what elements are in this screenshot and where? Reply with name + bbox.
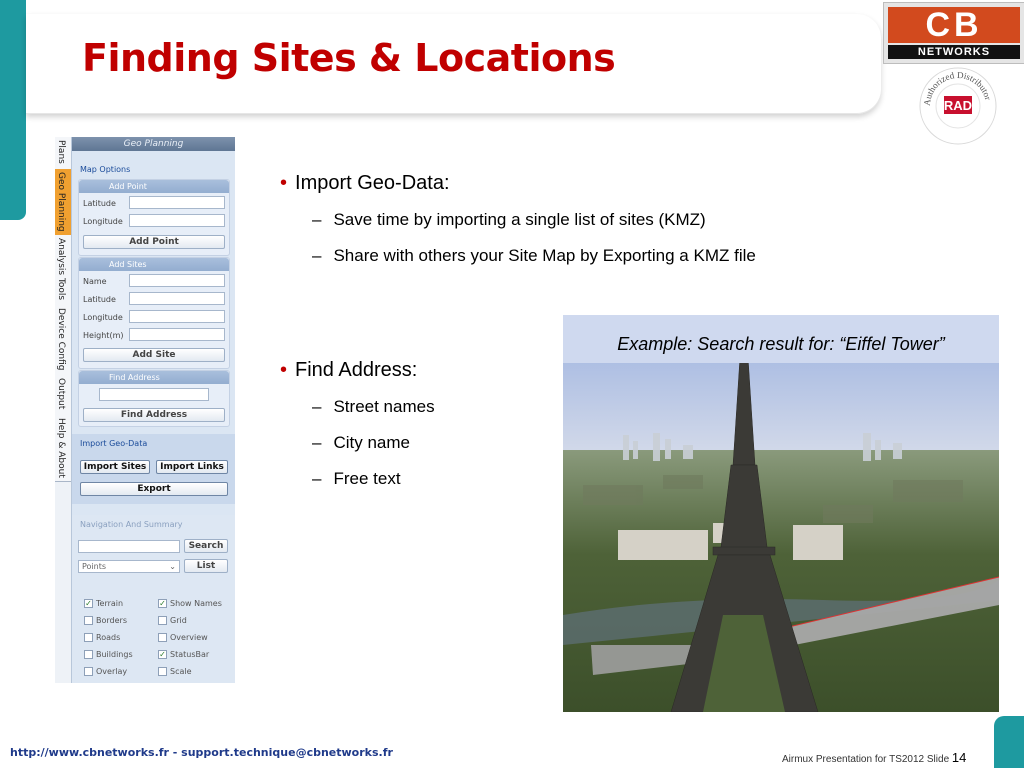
footer-contact[interactable]: http://www.cbnetworks.fr - support.technique@cbnetworks.fr [10, 746, 393, 759]
logo-top-text: CB [888, 7, 1020, 43]
tab-output[interactable]: Output [55, 375, 71, 416]
add-point-header[interactable]: Add Point [109, 182, 147, 191]
points-select[interactable]: Points ⌄ [78, 560, 180, 573]
cb-networks-logo [883, 2, 1024, 64]
checkbox-scale[interactable] [158, 667, 167, 676]
point-latitude-input[interactable] [129, 196, 225, 209]
bullet-text: Import Geo-Data: [295, 172, 450, 194]
export-button[interactable]: Export [80, 482, 228, 496]
sub-bullet: – Share with others your Site Map by Exporting a KMZ file [312, 246, 756, 265]
sub-bullet: – City name [312, 433, 410, 452]
panel-content [72, 137, 235, 683]
checkbox-statusbar[interactable]: ✓ [159, 650, 166, 659]
checkbox-overview[interactable] [158, 633, 167, 642]
find-address-group [78, 370, 230, 427]
tab-geo-planning[interactable]: Geo Planning [55, 169, 71, 236]
nav-search-input[interactable] [78, 540, 180, 553]
sub-bullet: – Street names [312, 397, 435, 416]
geo-planning-panel [55, 137, 235, 683]
seal-center-text: RAD [943, 98, 973, 113]
sub-bullet: – Free text [312, 469, 401, 488]
checkbox-label: StatusBar [170, 650, 210, 659]
bullet-dot: • [280, 359, 288, 381]
vertical-tab-strip [55, 137, 72, 683]
import-sites-button[interactable]: Import Sites [80, 460, 150, 474]
add-sites-header[interactable]: Add Sites [109, 260, 147, 269]
add-point-button[interactable]: Add Point [83, 235, 225, 249]
find-address-button[interactable]: Find Address [83, 408, 225, 422]
corner-accent [994, 716, 1024, 768]
checkbox-buildings[interactable] [84, 650, 93, 659]
site-longitude-input[interactable] [129, 310, 225, 323]
panel-header: Geo Planning [72, 137, 235, 151]
height-label: Height(m) [83, 331, 124, 340]
eiffel-tower-map-view [563, 315, 999, 712]
sub-bullet: – Save time by importing a single list of sites (KMZ) [312, 210, 706, 229]
add-sites-group [78, 257, 230, 369]
checkbox-label: Terrain [96, 599, 124, 608]
checkbox-label: Show Names [170, 599, 222, 608]
navigation-label: Navigation And Summary [80, 520, 183, 529]
checkbox-label: Grid [170, 616, 187, 625]
checkbox-grid[interactable] [158, 616, 167, 625]
site-height-input[interactable] [129, 328, 225, 341]
checkbox-borders[interactable] [84, 616, 93, 625]
slide-title: Finding Sites & Locations [82, 36, 616, 80]
footer-presentation: Airmux Presentation for TS2012 Slide 14 [782, 750, 967, 765]
slide-number: 14 [951, 750, 967, 765]
latitude-label: Latitude [83, 199, 116, 208]
map-options-label: Map Options [80, 165, 131, 174]
tab-plans[interactable]: Plans [55, 137, 71, 170]
address-input[interactable] [99, 388, 209, 401]
seal-ring-text: Authorized Distributor [921, 69, 994, 107]
add-site-button[interactable]: Add Site [83, 348, 225, 362]
bullet-dot: • [280, 172, 288, 194]
import-geo-data-section [72, 434, 235, 504]
longitude-label: Longitude [83, 217, 123, 226]
checkbox-label: Overlay [96, 667, 128, 676]
bullet-text: Find Address: [295, 359, 418, 381]
nav-search-button[interactable]: Search [184, 539, 228, 553]
tab-analysis-tools[interactable]: Analysis Tools [55, 235, 71, 306]
chevron-down-icon: ⌄ [169, 562, 176, 571]
navigation-summary-section [72, 515, 235, 683]
checkbox-overlay[interactable] [84, 667, 93, 676]
latitude-label: Latitude [83, 295, 116, 304]
checkbox-label: Roads [96, 633, 121, 642]
checkbox-roads[interactable] [84, 633, 93, 642]
aerial-3d-scene [563, 315, 999, 712]
site-name-input[interactable] [129, 274, 225, 287]
find-address-header[interactable]: Find Address [109, 373, 160, 382]
rad-distributor-seal [918, 66, 998, 146]
site-latitude-input[interactable] [129, 292, 225, 305]
bullet-find-address [280, 359, 417, 382]
accent-bar [0, 0, 26, 220]
tab-help-about[interactable]: Help & About [55, 415, 71, 482]
list-button[interactable]: List [184, 559, 228, 573]
checkbox-label: Overview [170, 633, 208, 642]
add-point-group [78, 179, 230, 256]
checkbox-label: Borders [96, 616, 127, 625]
point-longitude-input[interactable] [129, 214, 225, 227]
checkbox-terrain[interactable]: ✓ [85, 599, 92, 608]
name-label: Name [83, 277, 107, 286]
import-geo-data-label: Import Geo-Data [80, 439, 148, 448]
longitude-label: Longitude [83, 313, 123, 322]
checkbox-label: Buildings [96, 650, 133, 659]
import-links-button[interactable]: Import Links [156, 460, 228, 474]
photo-caption: Example: Search result for: “Eiffel Tower” [563, 315, 999, 363]
logo-bottom-text: NETWORKS [888, 45, 1020, 59]
checkbox-show-names[interactable]: ✓ [159, 599, 166, 608]
tab-device-config[interactable]: Device Config [55, 305, 71, 376]
bullet-import-geo-data [280, 172, 450, 195]
checkbox-label: Scale [170, 667, 192, 676]
